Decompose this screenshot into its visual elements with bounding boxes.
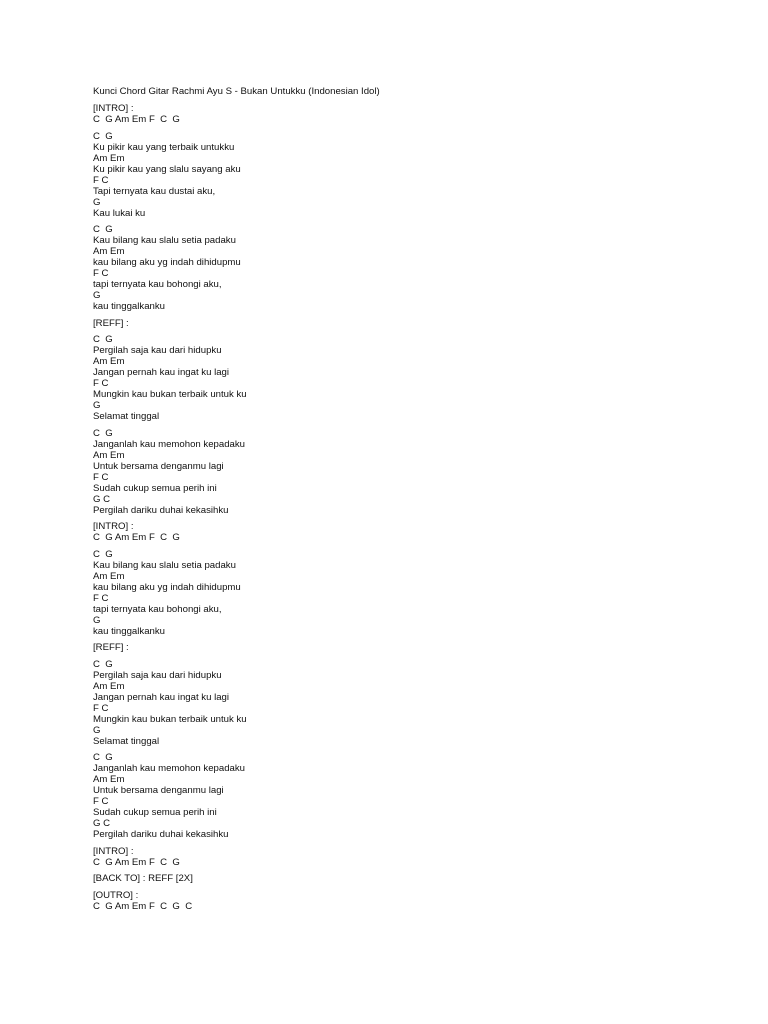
lyric-line: C G <box>93 658 113 670</box>
lyric-line: Mungkin kau bukan terbaik untuk ku <box>93 713 247 725</box>
lyric-line: Pergilah dariku duhai kekasihku <box>93 504 229 516</box>
lyric-line: Janganlah kau memohon kepadaku <box>93 763 246 774</box>
lyric-line: [REFF] : <box>93 642 129 653</box>
lyric-line: [BACK TO] : REFF [2X] <box>93 873 193 884</box>
song-section <box>93 659 733 747</box>
lyric-line: kau bilang aku yg indah dihidupmu <box>93 257 241 268</box>
lyric-line: F C <box>93 268 109 279</box>
lyric-line: C G <box>93 224 113 235</box>
lyric-line: [INTRO] : <box>93 845 134 857</box>
song-section <box>93 521 733 543</box>
lyric-line: F C <box>93 378 109 389</box>
song-section <box>93 224 733 312</box>
lyric-line: Am Em <box>93 774 125 785</box>
lyric-line: C G Am Em F C G C <box>93 900 193 912</box>
lyric-line: kau bilang aku yg indah dihidupmu <box>93 581 241 593</box>
lyric-line: Selamat tinggal <box>93 411 160 422</box>
lyric-line: C G <box>93 427 113 439</box>
lyric-line: G <box>93 614 101 626</box>
lyric-line: Sudah cukup semua perih ini <box>93 482 217 494</box>
lyric-line: Am Em <box>93 246 125 257</box>
lyric-line: C G Am Em F C G <box>93 856 180 868</box>
song-title: Kunci Chord Gitar Rachmi Ayu S - Bukan Untukku (Indonesian Idol) <box>93 86 380 97</box>
lyric-line: [OUTRO] : <box>93 889 139 901</box>
lyric-line: [INTRO] : <box>93 521 134 532</box>
lyric-line: G <box>93 290 101 301</box>
lyric-line: Am Em <box>93 570 125 582</box>
lyric-line: Kau bilang kau slalu setia padaku <box>93 235 236 246</box>
lyric-line: Ku pikir kau yang terbaik untukku <box>93 141 235 153</box>
song-section <box>93 846 733 868</box>
song-section <box>93 334 733 422</box>
chord-sheet <box>93 86 733 917</box>
song-section <box>93 428 733 516</box>
lyric-line: F C <box>93 796 109 807</box>
lyric-line: Selamat tinggal <box>93 735 160 747</box>
lyric-line: F C <box>93 471 109 483</box>
lyric-line: C G <box>93 548 113 560</box>
lyric-line: F C <box>93 702 109 714</box>
song-section <box>93 549 733 637</box>
lyric-line: C G <box>93 130 113 142</box>
song-section <box>93 103 733 125</box>
song-sections <box>93 103 733 912</box>
lyric-line: Sudah cukup semua perih ini <box>93 807 217 818</box>
lyric-line: tapi ternyata kau bohongi aku, <box>93 603 222 615</box>
song-section <box>93 318 733 329</box>
lyric-line: tapi ternyata kau bohongi aku, <box>93 279 222 290</box>
lyric-line: C G Am Em F C G <box>93 532 180 543</box>
song-section <box>93 890 733 912</box>
lyric-line: Tapi ternyata kau dustai aku, <box>93 185 216 197</box>
lyric-line: G C <box>93 493 111 505</box>
lyric-line: kau tinggalkanku <box>93 625 166 637</box>
lyric-line: Untuk bersama denganmu lagi <box>93 460 224 472</box>
lyric-line: Am Em <box>93 680 125 692</box>
song-section <box>93 873 733 884</box>
lyric-line: Am Em <box>93 449 125 461</box>
lyric-line: Pergilah saja kau dari hidupku <box>93 345 222 356</box>
lyric-line: Pergilah dariku duhai kekasihku <box>93 829 229 840</box>
song-section <box>93 131 733 219</box>
lyric-line: Untuk bersama denganmu lagi <box>93 785 224 796</box>
lyric-line: G C <box>93 818 111 829</box>
lyric-line: [REFF] : <box>93 317 129 329</box>
lyric-line: G <box>93 196 101 208</box>
lyric-line: Jangan pernah kau ingat ku lagi <box>93 367 230 378</box>
lyric-line: Mungkin kau bukan terbaik untuk ku <box>93 389 247 400</box>
lyric-line: G <box>93 724 101 736</box>
lyric-line: Janganlah kau memohon kepadaku <box>93 438 246 450</box>
song-section <box>93 752 733 840</box>
lyric-line: Jangan pernah kau ingat ku lagi <box>93 691 230 703</box>
lyric-line: kau tinggalkanku <box>93 301 166 312</box>
lyric-line: F C <box>93 592 109 604</box>
lyric-line: Ku pikir kau yang slalu sayang aku <box>93 163 241 175</box>
lyric-line: Pergilah saja kau dari hidupku <box>93 669 222 681</box>
lyric-line: C G <box>93 752 113 763</box>
lyric-line: [INTRO] : <box>93 103 134 114</box>
lyric-line: Kau bilang kau slalu setia padaku <box>93 559 236 571</box>
lyric-line: Kau lukai ku <box>93 207 146 219</box>
lyric-line: F C <box>93 174 109 186</box>
lyric-line: Am Em <box>93 152 125 164</box>
lyric-line: G <box>93 400 101 411</box>
lyric-line: C G <box>93 334 113 345</box>
song-section <box>93 642 733 653</box>
lyric-line: Am Em <box>93 356 125 367</box>
lyric-line: C G Am Em F C G <box>93 114 180 125</box>
